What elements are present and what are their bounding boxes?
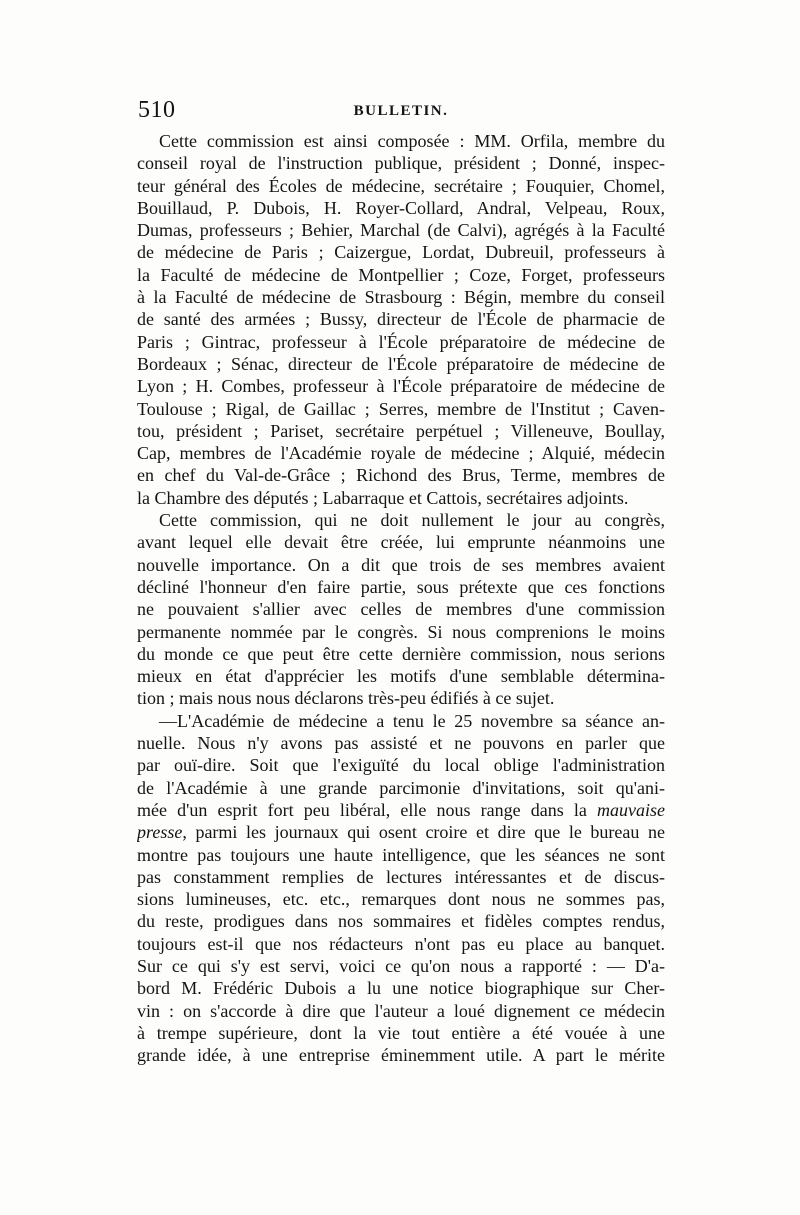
- text-line: conseil royal de l'instruction publique, président ; Donné, inspec-: [137, 153, 665, 174]
- text-line: ne pouvaient s'allier avec celles de membres d'une commission: [137, 599, 665, 620]
- text-line: tou, président ; Pariset, secrétaire perpétuel ; Villeneuve, Boullay,: [137, 420, 665, 441]
- text-line: teur général des Écoles de médecine, secrétaire ; Fouquier, Chomel,: [137, 175, 665, 196]
- text-line: de l'Académie à une grande parcimonie d'invitations, soit qu'ani-: [137, 777, 665, 798]
- text-line: bord M. Frédéric Dubois a lu une notice biographique sur Cher-: [137, 978, 665, 999]
- text-line: Bouillaud, P. Dubois, H. Royer-Collard, Andral, Velpeau, Roux,: [137, 197, 665, 218]
- text-line: Cette commission est ainsi composée : MM. Orfila, membre du: [159, 131, 665, 151]
- text-line: —L'Académie de médecine a tenu le 25 novembre sa séance an-: [159, 710, 665, 731]
- text-line: mieux en état d'apprécier les motifs d'une semblable détermina-: [137, 666, 665, 687]
- text-line: Bordeaux ; Sénac, directeur de l'École préparatoire de médecine de: [137, 353, 665, 374]
- text-line: Lyon ; H. Combes, professeur à l'École préparatoire de médecine de: [137, 376, 665, 397]
- running-header: [138, 97, 664, 127]
- text-line: du reste, prodigues dans nos sommaires et fidèles comptes rendus,: [137, 911, 665, 932]
- text-line: pas constamment remplies de lectures intéressantes et de discus-: [137, 866, 665, 887]
- text-line: Cette commission, qui ne doit nullement le jour au congrès,: [159, 510, 665, 531]
- text-line: décliné l'honneur d'en faire partie, sous prétexte que ces fonctions: [137, 576, 665, 597]
- text-line: du monde ce que peut être cette dernière commission, nous serions: [137, 643, 665, 664]
- page-number: 510: [138, 97, 176, 123]
- text-line: Dumas, professeurs ; Behier, Marchal (de Calvi), agrégés à la Faculté: [137, 220, 665, 241]
- body-text: [137, 130, 665, 1066]
- text-line: de médecine de Paris ; Caizergue, Lordat, Dubreuil, professeurs à: [137, 242, 665, 263]
- text-line: nuelle. Nous n'y avons pas assisté et ne pouvons en parler que: [137, 733, 665, 754]
- text-line: montre pas toujours une haute intelligence, que les séances ne sont: [137, 844, 665, 865]
- text-line: sions lumineuses, etc. etc., remarques dont nous ne sommes pas,: [137, 889, 665, 910]
- text-line: avant lequel elle devait être créée, lui emprunte néanmoins une: [137, 532, 665, 553]
- text-line: vin : on s'accorde à dire que l'auteur a loué dignement ce médecin: [137, 1000, 665, 1021]
- text-line: Paris ; Gintrac, professeur à l'École préparatoire de médecine de: [137, 331, 665, 352]
- text-line: de santé des armées ; Bussy, directeur de l'École de pharmacie de: [137, 309, 665, 330]
- text-line: tion ; mais nous nous déclarons très-peu édifiés à ce sujet.: [137, 688, 555, 709]
- text-line: mée d'un esprit fort peu libéral, elle nous range dans la mauvaise: [137, 799, 665, 820]
- text-line: Sur ce qui s'y est servi, voici ce qu'on nous a rapporté : — D'a-: [137, 955, 665, 976]
- text-line: nouvelle importance. On a dit que trois de ses membres avaient: [137, 554, 665, 575]
- text-line: grande idée, à une entreprise éminemment utile. A part le mérite: [137, 1045, 665, 1066]
- text-line: la Chambre des députés ; Labarraque et Cattois, secrétaires adjoints.: [137, 487, 629, 508]
- text-line: toujours est-il que nos rédacteurs n'ont pas eu place au banquet.: [137, 933, 665, 954]
- running-title: BULLETIN.: [353, 103, 449, 119]
- text-line: la Faculté de médecine de Montpellier ; Coze, Forget, professeurs: [137, 264, 665, 285]
- text-line: permanente nommée par le congrès. Si nous comprenions le moins: [137, 621, 665, 642]
- text-line: en chef du Val-de-Grâce ; Richond des Brus, Terme, membres de: [137, 465, 665, 486]
- text-line: presse, parmi les journaux qui osent croire et dire que le bureau ne: [137, 822, 665, 843]
- text-line: par ouï-dire. Soit que l'exiguïté du local oblige l'administration: [137, 755, 665, 776]
- text-line: à trempe supérieure, dont la vie tout entière a été vouée à une: [137, 1022, 665, 1043]
- text-line: Toulouse ; Rigal, de Gaillac ; Serres, membre de l'Institut ; Caven-: [137, 398, 665, 419]
- text-line: à la Faculté de médecine de Strasbourg : Bégin, membre du conseil: [137, 287, 665, 308]
- text-line: Cap, membres de l'Académie royale de médecine ; Alquié, médecin: [137, 443, 665, 464]
